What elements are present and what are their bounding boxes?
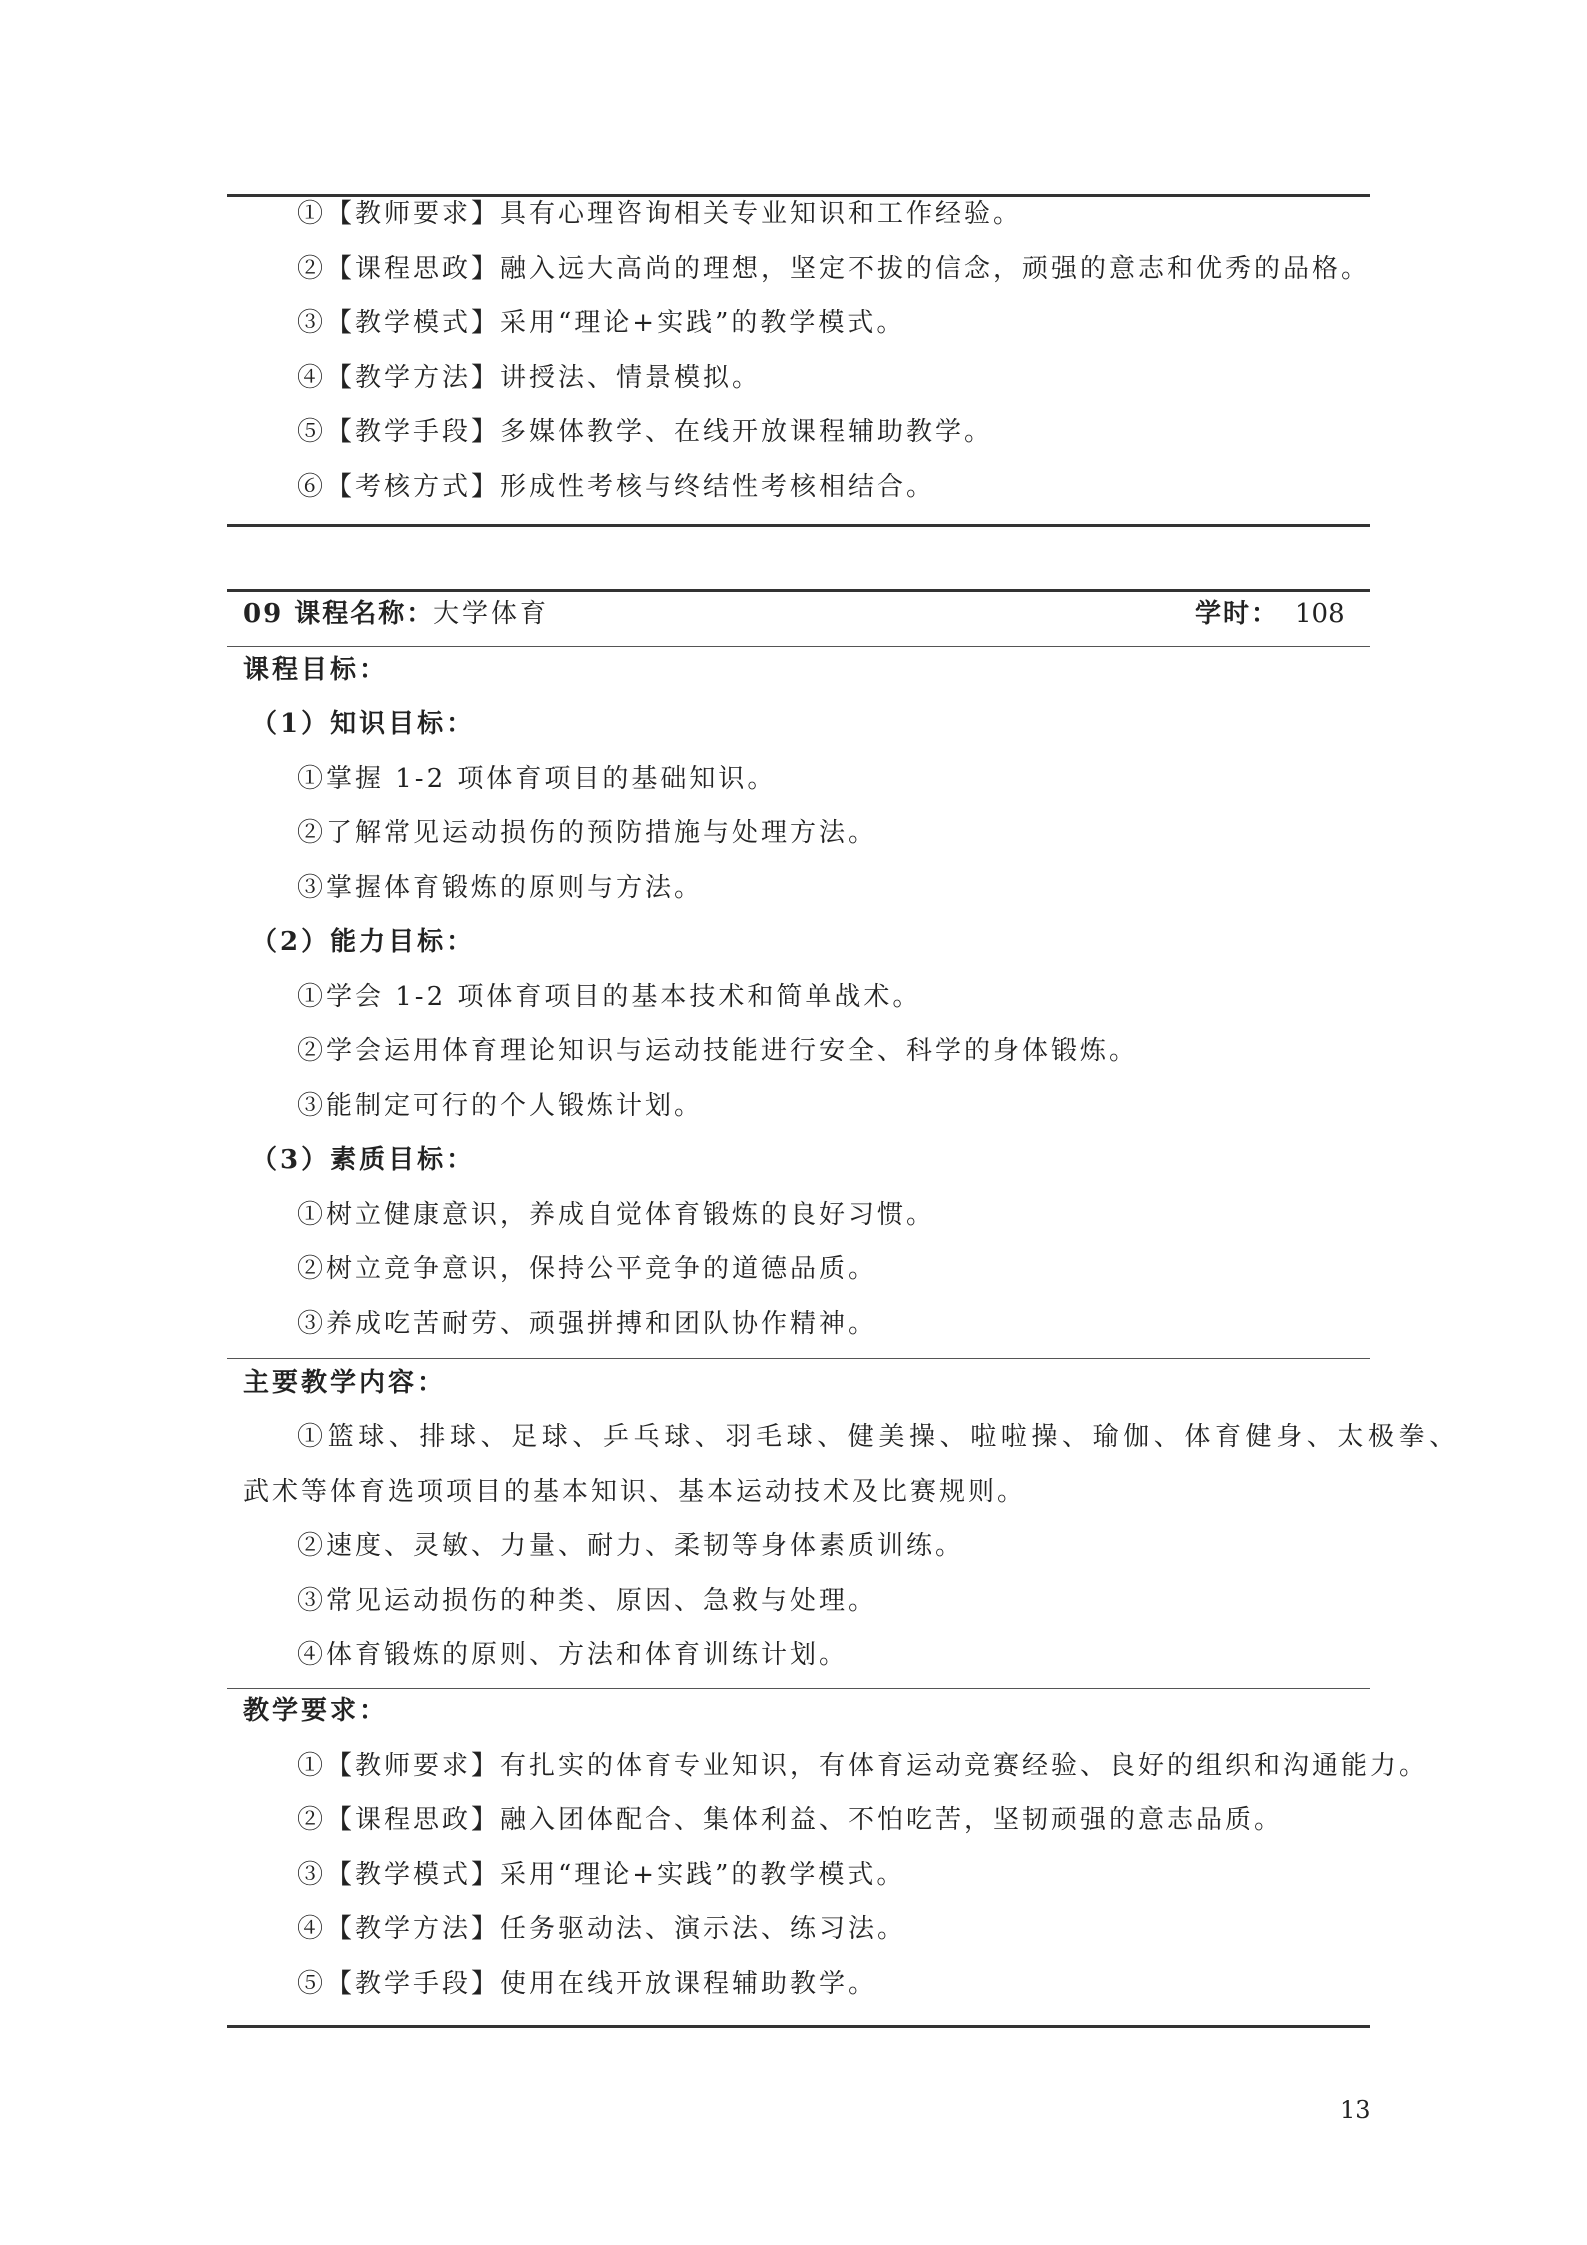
course-header-row xyxy=(0,589,1587,639)
objectives-heading: 课程目标： xyxy=(243,655,389,685)
course-hours-label: 学时： xyxy=(1195,599,1280,629)
quality-item-3: ③养成吃苦耐劳、顽强拼搏和团队协作精神。 xyxy=(297,1309,878,1339)
course-bottom-rule xyxy=(227,2025,1370,2028)
prev-requirement-assessment: ⑥【考核方式】形成性考核与终结性考核相结合。 xyxy=(297,472,936,502)
quality-item-1: ①树立健康意识，养成自觉体育锻炼的良好习惯。 xyxy=(297,1200,936,1230)
content-item-1-line-1: ①篮球、排球、足球、乒乓球、羽毛球、健美操、啦啦操、瑜伽、体育健身、太极拳、 xyxy=(297,1422,1460,1452)
prev-requirement-ideology: ②【课程思政】融入远大高尚的理想，坚定不拔的信念，顽强的意志和优秀的品格。 xyxy=(297,254,1371,284)
ability-item-1: ①学会 1-2 项体育项目的基本技术和简单战术。 xyxy=(297,982,922,1012)
knowledge-objectives-title: （1）知识目标： xyxy=(251,709,476,739)
requirement-mode: ③【教学模式】采用“理论+实践”的教学模式。 xyxy=(297,1860,906,1890)
requirement-teacher: ①【教师要求】有扎实的体育专业知识，有体育运动竞赛经验、良好的组织和沟通能力。 xyxy=(297,1751,1429,1781)
content-heading: 主要教学内容： xyxy=(243,1368,447,1398)
prev-requirement-teacher: ①【教师要求】具有心理咨询相关专业知识和工作经验。 xyxy=(297,199,1023,229)
knowledge-item-3: ③掌握体育锻炼的原则与方法。 xyxy=(297,873,704,903)
course-name-label: 09 课程名称： xyxy=(243,599,435,629)
requirement-means: ⑤【教学手段】使用在线开放课程辅助教学。 xyxy=(297,1969,878,1999)
content-item-4: ④体育锻炼的原则、方法和体育训练计划。 xyxy=(297,1640,849,1670)
content-item-2: ②速度、灵敏、力量、耐力、柔韧等身体素质训练。 xyxy=(297,1531,965,1561)
ability-objectives-title: （2）能力目标： xyxy=(251,927,476,957)
quality-item-2: ②树立竞争意识，保持公平竞争的道德品质。 xyxy=(297,1254,878,1284)
quality-objectives-title: （3）素质目标： xyxy=(251,1145,476,1175)
page-number: 13 xyxy=(1340,2096,1371,2124)
knowledge-item-2: ②了解常见运动损伤的预防措施与处理方法。 xyxy=(297,818,878,848)
requirement-ideology: ②【课程思政】融入团体配合、集体利益、不怕吃苦，坚韧顽强的意志品质。 xyxy=(297,1805,1284,1835)
prev-requirement-mode: ③【教学模式】采用“理论+实践”的教学模式。 xyxy=(297,308,906,338)
prev-requirement-method: ④【教学方法】讲授法、情景模拟。 xyxy=(297,363,762,393)
knowledge-item-1: ①掌握 1-2 项体育项目的基础知识。 xyxy=(297,764,777,794)
content-item-3: ③常见运动损伤的种类、原因、急救与处理。 xyxy=(297,1586,878,1616)
requirement-method: ④【教学方法】任务驱动法、演示法、练习法。 xyxy=(297,1914,907,1944)
course-name: 大学体育 xyxy=(433,599,550,629)
content-item-1-line-2: 武术等体育选项项目的基本知识、基本运动技术及比赛规则。 xyxy=(243,1477,1027,1507)
table-bottom-rule xyxy=(227,524,1370,527)
prev-requirement-means: ⑤【教学手段】多媒体教学、在线开放课程辅助教学。 xyxy=(297,417,994,447)
ability-item-3: ③能制定可行的个人锻炼计划。 xyxy=(297,1091,704,1121)
course-hours: 108 xyxy=(1295,599,1345,629)
requirements-heading: 教学要求： xyxy=(243,1696,389,1726)
ability-item-2: ②学会运用体育理论知识与运动技能进行安全、科学的身体锻炼。 xyxy=(297,1036,1139,1066)
